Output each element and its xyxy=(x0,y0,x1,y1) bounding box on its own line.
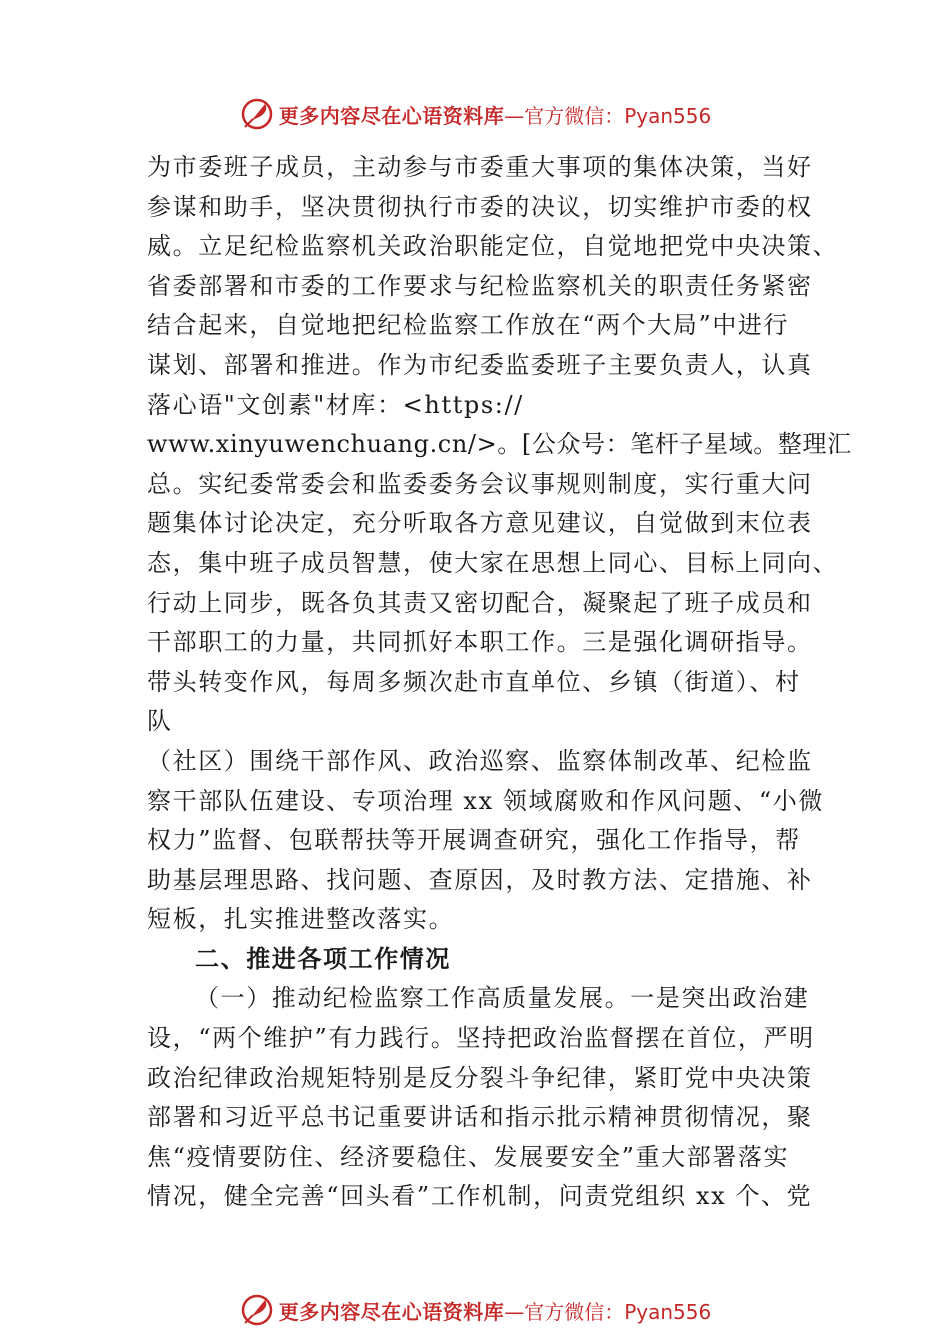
feather-logo-icon xyxy=(239,96,275,132)
banner-subtitle: —官方微信：Pyan556 xyxy=(504,103,712,128)
text-line: 政治纪律政治规矩特别是反分裂斗争纪律，紧盯党中央决策 xyxy=(147,1063,813,1092)
text-line: 威。立足纪检监察机关政治职能定位，自觉地把党中央决策、 xyxy=(147,232,839,261)
text-line: 题集体讨论决定，充分听取各方意见建议，自觉做到末位表 xyxy=(147,509,813,538)
text-line: 结合起来，自觉地把纪检监察工作放在“两个大局”中进行 xyxy=(147,311,790,340)
text-line: www.xinyuwenchuang.cn/>。[公众号：笔杆子星域。整理汇 xyxy=(147,430,852,459)
text-line: 情况，健全完善“回头看”工作机制，问责党组织 xx 个、党 xyxy=(147,1182,813,1211)
text-line: 谋划、部署和推进。作为市纪委监委班子主要负责人，认真 xyxy=(147,350,813,379)
text-line: （社区）围绕干部作风、政治巡察、监察体制改革、纪检监 xyxy=(147,746,813,775)
text-line: 焦“疫情要防住、经济要稳住、发展要安全”重大部署落实 xyxy=(147,1142,790,1171)
text-line: 设，“两个维护”有力践行。坚持把政治监督摆在首位，严明 xyxy=(147,1024,815,1053)
text-line: 为市委班子成员，主动参与市委重大事项的集体决策，当好 xyxy=(147,153,813,181)
text-line: 态，集中班子成员智慧，使大家在思想上同心、目标上同向、 xyxy=(147,548,839,577)
header-banner xyxy=(0,94,950,134)
footer-banner xyxy=(0,1290,950,1330)
text-line: 行动上同步，既各负其责又密切配合，凝聚起了班子成员和 xyxy=(147,588,813,617)
text-line: 助基层理思路、找问题、查原因，及时教方法、定措施、补 xyxy=(147,865,813,894)
text-line: 带头转变作风，每周多频次赴市直单位、乡镇（街道）、村 xyxy=(147,667,801,696)
text-line: 察干部队伍建设、专项治理 xx 领域腐败和作风问题、“小微 xyxy=(147,786,824,815)
text-line: 干部职工的力量，共同抓好本职工作。三是强化调研指导。 xyxy=(147,628,813,657)
banner-subtitle: —官方微信：Pyan556 xyxy=(504,1299,712,1324)
text-line: 部署和习近平总书记重要讲话和指示批示精神贯彻情况，聚 xyxy=(147,1103,813,1132)
text-line: 总。实纪委常委会和监委委务会议事规则制度，实行重大问 xyxy=(147,469,813,498)
banner-title: 更多内容尽在心语资料库 xyxy=(278,1299,505,1324)
banner-title: 更多内容尽在心语资料库 xyxy=(278,103,505,128)
text-line: 权力”监督、包联帮扶等开展调查研究，强化工作指导，帮 xyxy=(147,826,801,855)
text-line: 省委部署和市委的工作要求与纪检监察机关的职责任务紧密 xyxy=(147,271,813,300)
text-line: 队 xyxy=(147,707,173,736)
feather-logo-icon xyxy=(239,1292,275,1328)
text-line: 短板，扎实推进整改落实。 xyxy=(147,905,455,934)
text-line: 参谋和助手，坚决贯彻执行市委的决议，切实维护市委的权 xyxy=(147,192,813,221)
section-heading: 二、推进各项工作情况 xyxy=(195,944,451,973)
text-line: 落心语"文创素"材库：<https:// xyxy=(147,390,524,419)
text-line: （一）推动纪检监察工作高质量发展。一是突出政治建 xyxy=(195,984,810,1013)
document-body xyxy=(147,148,852,1217)
